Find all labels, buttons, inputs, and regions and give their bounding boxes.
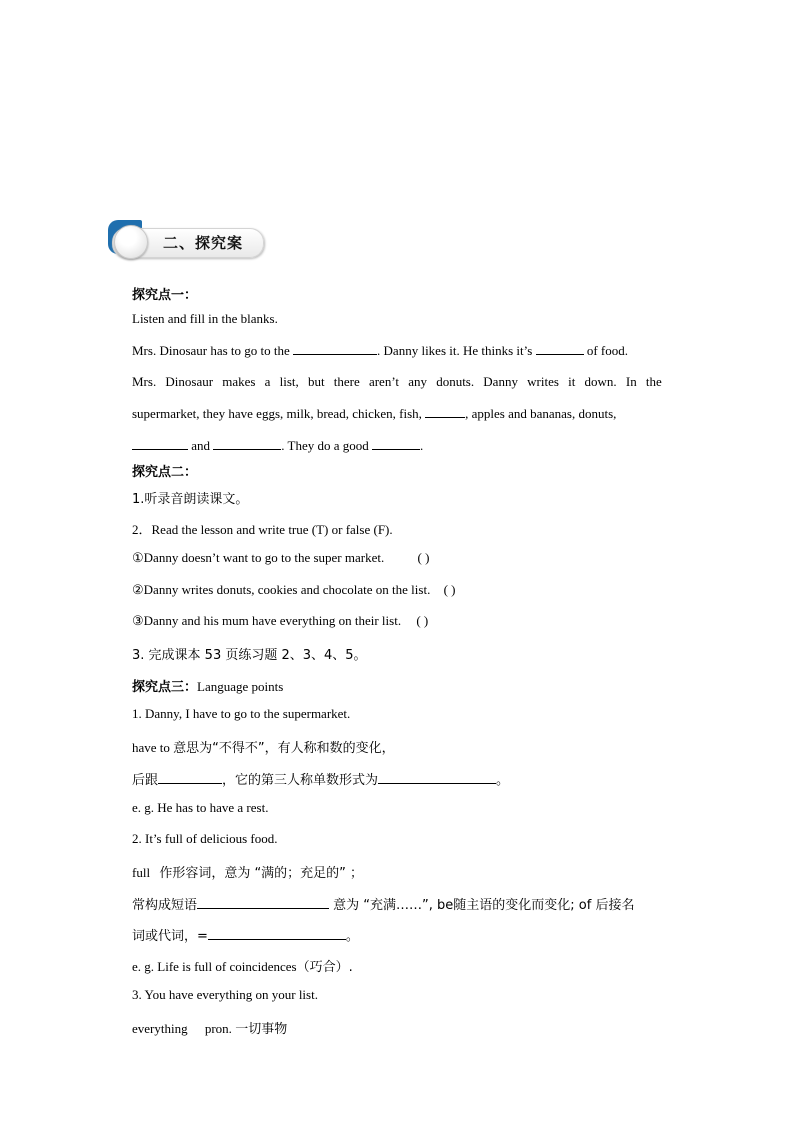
blank-10[interactable]: [208, 927, 346, 940]
banner-circle-icon: [114, 225, 148, 259]
blank-3[interactable]: [425, 405, 465, 418]
point3-line10: 3. You have everything on your list.: [132, 987, 318, 1002]
point3-line11: everything pron. 一切事物: [132, 1021, 288, 1037]
statement-1: ①Danny doesn’t want to go to the super market. ( ): [132, 550, 430, 565]
point1-para-line2: Mrs. Dinosaur makes a list, but there aren’t any donuts. Danny writes it down. In the: [132, 374, 662, 389]
point2-heading: 探究点二：: [132, 465, 198, 480]
point2-item3: 3. 完成课本 53 页练习题 2、3、4、5。: [132, 648, 367, 663]
blank-7[interactable]: [158, 771, 222, 784]
point3-line8: 词或代词，= 。: [132, 929, 359, 944]
blank-6[interactable]: [372, 437, 420, 450]
answer-paren-1[interactable]: ( ): [417, 550, 430, 565]
blank-5[interactable]: [213, 437, 281, 450]
answer-paren-3[interactable]: ( ): [416, 613, 429, 628]
point2-item1: 1.听录音朗读课文。: [132, 492, 249, 507]
blank-8[interactable]: [378, 771, 496, 784]
point3-line7: 常构成短语 意为 “充满……”, be随主语的变化而变化; of 后接名: [132, 898, 635, 913]
point3-line4: e. g. He has to have a rest.: [132, 800, 269, 815]
point3-line1: 1. Danny, I have to go to the supermarket.: [132, 706, 351, 721]
answer-paren-2[interactable]: ( ): [443, 582, 456, 597]
point1-para-line1: Mrs. Dinosaur has to go to the . Danny likes it. He thinks it’s of food.: [132, 343, 628, 358]
statement-3: ③Danny and his mum have everything on their list. ( ): [132, 613, 429, 628]
statement-2: ②Danny writes donuts, cookies and chocolate on the list. ( ): [132, 582, 456, 597]
blank-4[interactable]: [132, 437, 188, 450]
point2-item2: 2．Read the lesson and write true (T) or false (F).: [132, 522, 393, 537]
section-banner: [108, 220, 262, 260]
point3-line5: 2. It’s full of delicious food.: [132, 831, 278, 846]
point3-line3: 后跟 ，它的第三人称单数形式为 。: [132, 773, 510, 788]
blank-1[interactable]: [293, 342, 377, 355]
point1-heading: 探究点一：: [132, 288, 198, 303]
section-title: 二、探究案: [163, 234, 244, 252]
point1-instruction: Listen and fill in the blanks.: [132, 311, 278, 326]
point1-para-line3: supermarket, they have eggs, milk, bread, chicken, fish, , apples and bananas, donuts,: [132, 406, 617, 421]
point3-line2: have to 意思为“不得不”，有人称和数的变化，: [132, 740, 395, 756]
point3-line6: full 作形容词，意为 “满的；充足的” ；: [132, 865, 364, 881]
point3-heading: 探究点三：: [132, 680, 198, 695]
blank-2[interactable]: [536, 342, 584, 355]
blank-9[interactable]: [197, 896, 329, 909]
point3-line9: e. g. Life is full of coincidences（巧合）.: [132, 959, 353, 975]
point3-heading-line: 探究点三：Language points: [132, 679, 284, 695]
point1-para-line4: and . They do a good .: [132, 437, 423, 454]
